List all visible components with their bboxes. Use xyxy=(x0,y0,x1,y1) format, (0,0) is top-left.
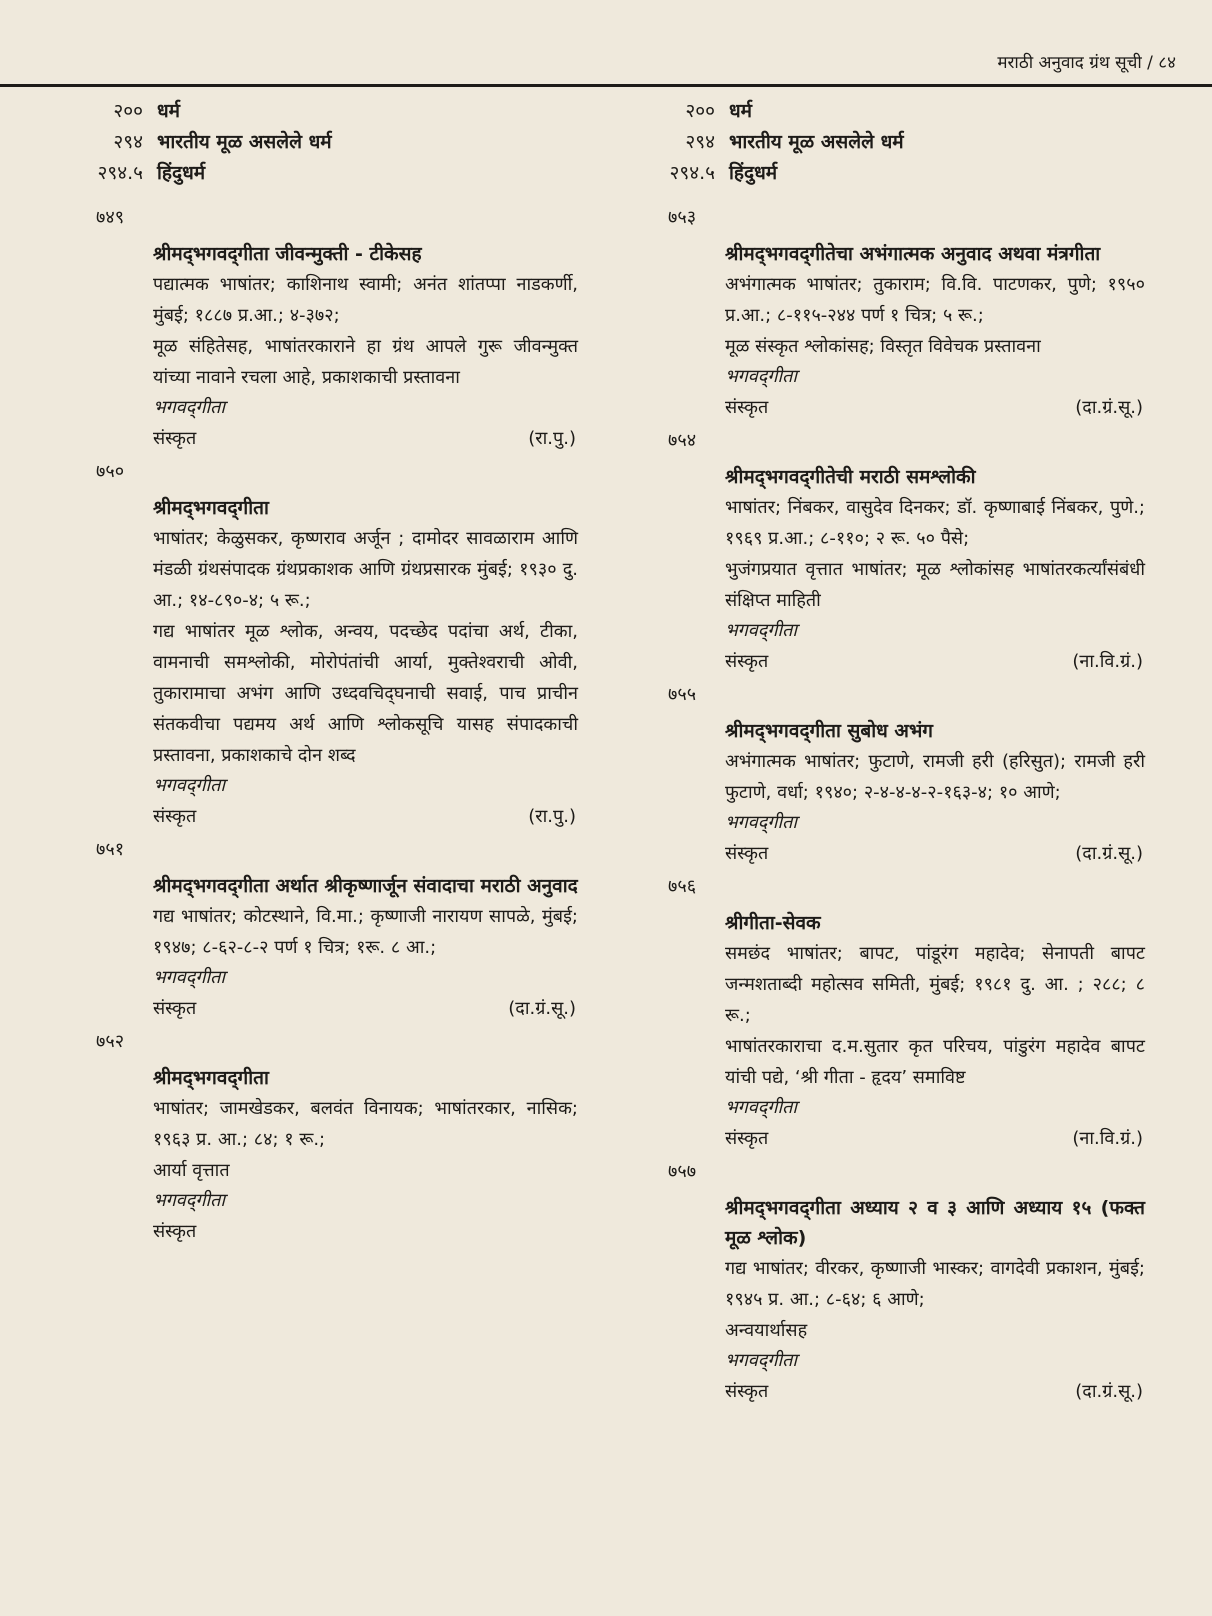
catalog-entry xyxy=(640,680,1145,870)
header-title: मराठी अनुवाद ग्रंथ सूची / ८४ xyxy=(997,53,1176,73)
catalog-entry xyxy=(68,1027,578,1248)
entry-title: श्रीमद्‌भगवद्‌गीता xyxy=(153,1067,269,1089)
entry-source xyxy=(576,1216,578,1248)
catalog-entry xyxy=(640,1157,1145,1408)
class-name: हिंदुधर्म xyxy=(157,162,206,184)
entry-number: ७४९ xyxy=(96,207,125,228)
entry-detail: अभंगात्मक भाषांतर; फुटाणे, रामजी हरी (हरिसुत); रामजी हरी फुटाणे, वर्धा; १९४०; २-४-४-४-२-१६३-४; १० आणे; xyxy=(725,751,1145,803)
entry-source: (ना.वि.ग्रं.) xyxy=(1072,651,1143,672)
entry-language-row xyxy=(725,838,1145,870)
entry-language: संस्कृत xyxy=(153,806,197,827)
entry-language: संस्कृत xyxy=(153,1221,197,1242)
entry-title: श्रीमद्‌भगवद्‌गीता अध्याय २ व ३ आणि अध्याय १५ (फक्त मूळ श्लोक) xyxy=(725,1197,1145,1249)
entry-subject: भगवद्‌गीता xyxy=(725,1350,798,1371)
entry-language: संस्कृत xyxy=(725,1128,769,1149)
entry-title: श्रीमद्‌भगवद्‌गीता xyxy=(153,497,269,519)
class-number: २०० xyxy=(685,100,715,122)
entry-subject: भगवद्‌गीता xyxy=(153,967,226,988)
entry-body xyxy=(68,493,578,833)
catalog-entry xyxy=(640,872,1145,1155)
entry-detail: भाषांतर; निंबकर, वासुदेव दिनकर; डॉ. कृष्णाबाई निंबकर, पुणे.; १९६९ प्र.आ.; ८-११०; २ रू. ५० पैसे; xyxy=(725,497,1145,549)
entry-title: श्रीगीता-सेवक xyxy=(725,912,821,934)
catalog-entry xyxy=(640,203,1145,424)
classification-row xyxy=(640,158,1145,189)
entry-subject: भगवद्‌गीता xyxy=(153,775,226,796)
entry-detail: अन्वयार्थासह xyxy=(725,1320,808,1341)
entry-detail: गद्य भाषांतर मूळ श्लोक, अन्वय, पदच्छेद पदांचा अर्थ, टीका, वामनाची समश्लोकी, मोरोपंतांची आर्या, मुक्तेश्वराची ओवी, तुकारामाचा अभंग आणि उध्दवचिद्‌घनाची सवाई, पाच प्राचीन संतकवीचा पद्यमय अर्थ आणि श्लोकसूचि यासह संपादकाची प्रस्तावना, प्रकाशकाचे दोन शब्द xyxy=(153,621,578,766)
entry-number: ७५१ xyxy=(96,839,125,860)
entry-language-row xyxy=(153,1216,578,1248)
entry-detail: समछंद भाषांतर; बापट, पांडूरंग महादेव; सेनापती बापट जन्मशताब्दी महोत्सव समिती, मुंबई; १९८१ दु. आ. ; २८८; ८ रू.; xyxy=(725,943,1145,1026)
entry-subject: भगवद्‌गीता xyxy=(725,366,798,387)
entry-detail: भुजंगप्रयात वृत्तात भाषांतर; मूळ श्लोकांसह भाषांतरकर्त्यांसंबंधी संक्षिप्त माहिती xyxy=(725,559,1145,611)
entry-source: (दा.ग्रं.सू.) xyxy=(1075,843,1143,864)
entry-detail: भाषांतर; केळुसकर, कृष्णराव अर्जून ; दामोदर सावळाराम आणि मंडळी ग्रंथसंपादक ग्रंथप्रकाशक आणि ग्रंथप्रसारक मुंबई; १९३० दु. आ.; १४-८९०-४; ५ रू.; xyxy=(153,528,578,611)
entry-body xyxy=(640,908,1145,1155)
entry-body xyxy=(640,1193,1145,1408)
classification-row xyxy=(640,127,1145,158)
entry-number: ७५६ xyxy=(668,876,697,897)
catalog-entry xyxy=(68,203,578,455)
entry-subject: भगवद्‌गीता xyxy=(725,812,798,833)
classification-row xyxy=(68,127,578,158)
entry-language-row xyxy=(153,801,578,833)
entry-subject: भगवद्‌गीता xyxy=(725,620,798,641)
class-number: २०० xyxy=(113,100,143,122)
page-header xyxy=(0,44,1212,87)
entry-source: (दा.ग्रं.सू.) xyxy=(1075,397,1143,418)
entry-number: ७५२ xyxy=(96,1031,125,1052)
class-number: २९४.५ xyxy=(97,162,143,184)
entry-language: संस्कृत xyxy=(725,1381,769,1402)
entry-detail: पद्यात्मक भाषांतर; काशिनाथ स्वामी; अनंत शांतप्पा नाडकर्णी, मुंबई; १८८७ प्र.आ.; ४-३७२; xyxy=(153,274,578,326)
entry-detail: आर्या वृत्तात xyxy=(153,1160,230,1181)
classification-row xyxy=(68,96,578,127)
entry-source: (दा.ग्रं.सू.) xyxy=(1075,1381,1143,1402)
entry-language-row xyxy=(725,1123,1145,1155)
entry-number: ७५७ xyxy=(668,1161,697,1182)
entry-title: श्रीमद्‌भगवद्‌गीता सुबोध अभंग xyxy=(725,720,933,742)
entry-detail: गद्य भाषांतर; कोटस्थाने, वि.मा.; कृष्णाजी नारायण सापळे, मुंबई; १९४७; ८-६२-८-२ पर्ण १ चित्र; १रू. ८ आ.; xyxy=(153,906,578,958)
entry-source: (दा.ग्रं.सू.) xyxy=(508,998,576,1019)
entry-language-row xyxy=(725,392,1145,424)
entry-language: संस्कृत xyxy=(153,998,197,1019)
entry-subject: भगवद्‌गीता xyxy=(153,397,226,418)
entry-language: संस्कृत xyxy=(153,428,197,449)
entry-title: श्रीमद्‌भगवद्‌गीता जीवन्मुक्ती - टीकेसह xyxy=(153,243,422,265)
class-number: २९४ xyxy=(113,131,143,153)
entry-number: ७५५ xyxy=(668,684,697,705)
entry-subject: भगवद्‌गीता xyxy=(725,1097,798,1118)
entry-detail: अभंगात्मक भाषांतर; तुकाराम; वि.वि. पाटणकर, पुणे; १९५० प्र.आ.; ८-११५-२४४ पर्ण १ चित्र; ५ रू.; xyxy=(725,274,1145,326)
entry-language-row xyxy=(153,423,578,455)
entry-language: संस्कृत xyxy=(725,651,769,672)
entry-number: ७५३ xyxy=(668,207,697,228)
catalog-entry xyxy=(68,457,578,833)
class-number: २९४.५ xyxy=(669,162,715,184)
entry-body xyxy=(640,239,1145,424)
entry-detail: भाषांतरकाराचा द.म.सुतार कृत परिचय, पांडुरंग महादेव बापट यांची पद्ये, ‘श्री गीता - हृदय’ समाविष्ट xyxy=(725,1036,1145,1088)
entry-language: संस्कृत xyxy=(725,843,769,864)
catalog-entry xyxy=(68,835,578,1025)
entry-body xyxy=(68,871,578,1025)
class-name: धर्म xyxy=(729,100,753,122)
entry-title: श्रीमद्‌भगवद्‌गीता अर्थात श्रीकृष्णार्जून संवादाचा मराठी अनुवाद xyxy=(153,875,578,897)
entry-number: ७५० xyxy=(96,461,125,482)
entry-body xyxy=(640,462,1145,678)
entry-source: (रा.पु.) xyxy=(528,428,576,449)
entry-list xyxy=(68,203,578,1248)
class-number: २९४ xyxy=(685,131,715,153)
left-column xyxy=(68,96,578,1250)
class-name: धर्म xyxy=(157,100,181,122)
classification-row xyxy=(68,158,578,189)
entry-title: श्रीमद्‌भगवद्‌गीतेची मराठी समश्लोकी xyxy=(725,466,976,488)
entry-body xyxy=(640,716,1145,870)
entry-title: श्रीमद्‌भगवद्‌गीतेचा अभंगात्मक अनुवाद अथवा मंत्रगीता xyxy=(725,243,1101,265)
entry-detail: भाषांतर; जामखेडकर, बलवंत विनायक; भाषांतरकार, नासिक; १९६३ प्र. आ.; ८४; १ रू.; xyxy=(153,1098,578,1150)
class-name: हिंदुधर्म xyxy=(729,162,778,184)
entry-body xyxy=(68,239,578,455)
entry-detail: मूळ संस्कृत श्लोकांसह; विस्तृत विवेचक प्रस्तावना xyxy=(725,336,1041,357)
catalog-entry xyxy=(640,426,1145,678)
entry-list xyxy=(640,203,1145,1408)
entry-number: ७५४ xyxy=(668,430,697,451)
entry-subject: भगवद्‌गीता xyxy=(153,1190,226,1211)
entry-body xyxy=(68,1063,578,1248)
class-name: भारतीय मूळ असलेले धर्म xyxy=(729,131,904,153)
entry-language-row xyxy=(725,1376,1145,1408)
entry-detail: मूळ संहितेसह, भाषांतरकाराने हा ग्रंथ आपले गुरू जीवन्मुक्त यांच्या नावाने रचला आहे, प्रकाशकाची प्रस्तावना xyxy=(153,336,578,388)
entry-detail: गद्य भाषांतर; वीरकर, कृष्णाजी भास्कर; वागदेवी प्रकाशन, मुंबई; १९४५ प्र. आ.; ८-६४; ६ आणे; xyxy=(725,1258,1145,1310)
entry-source: (रा.पु.) xyxy=(528,806,576,827)
entry-language-row xyxy=(725,646,1145,678)
class-name: भारतीय मूळ असलेले धर्म xyxy=(157,131,332,153)
entry-language: संस्कृत xyxy=(725,397,769,418)
entry-source: (ना.वि.ग्रं.) xyxy=(1072,1128,1143,1149)
classification-row xyxy=(640,96,1145,127)
right-column xyxy=(640,96,1145,1410)
entry-language-row xyxy=(153,993,578,1025)
